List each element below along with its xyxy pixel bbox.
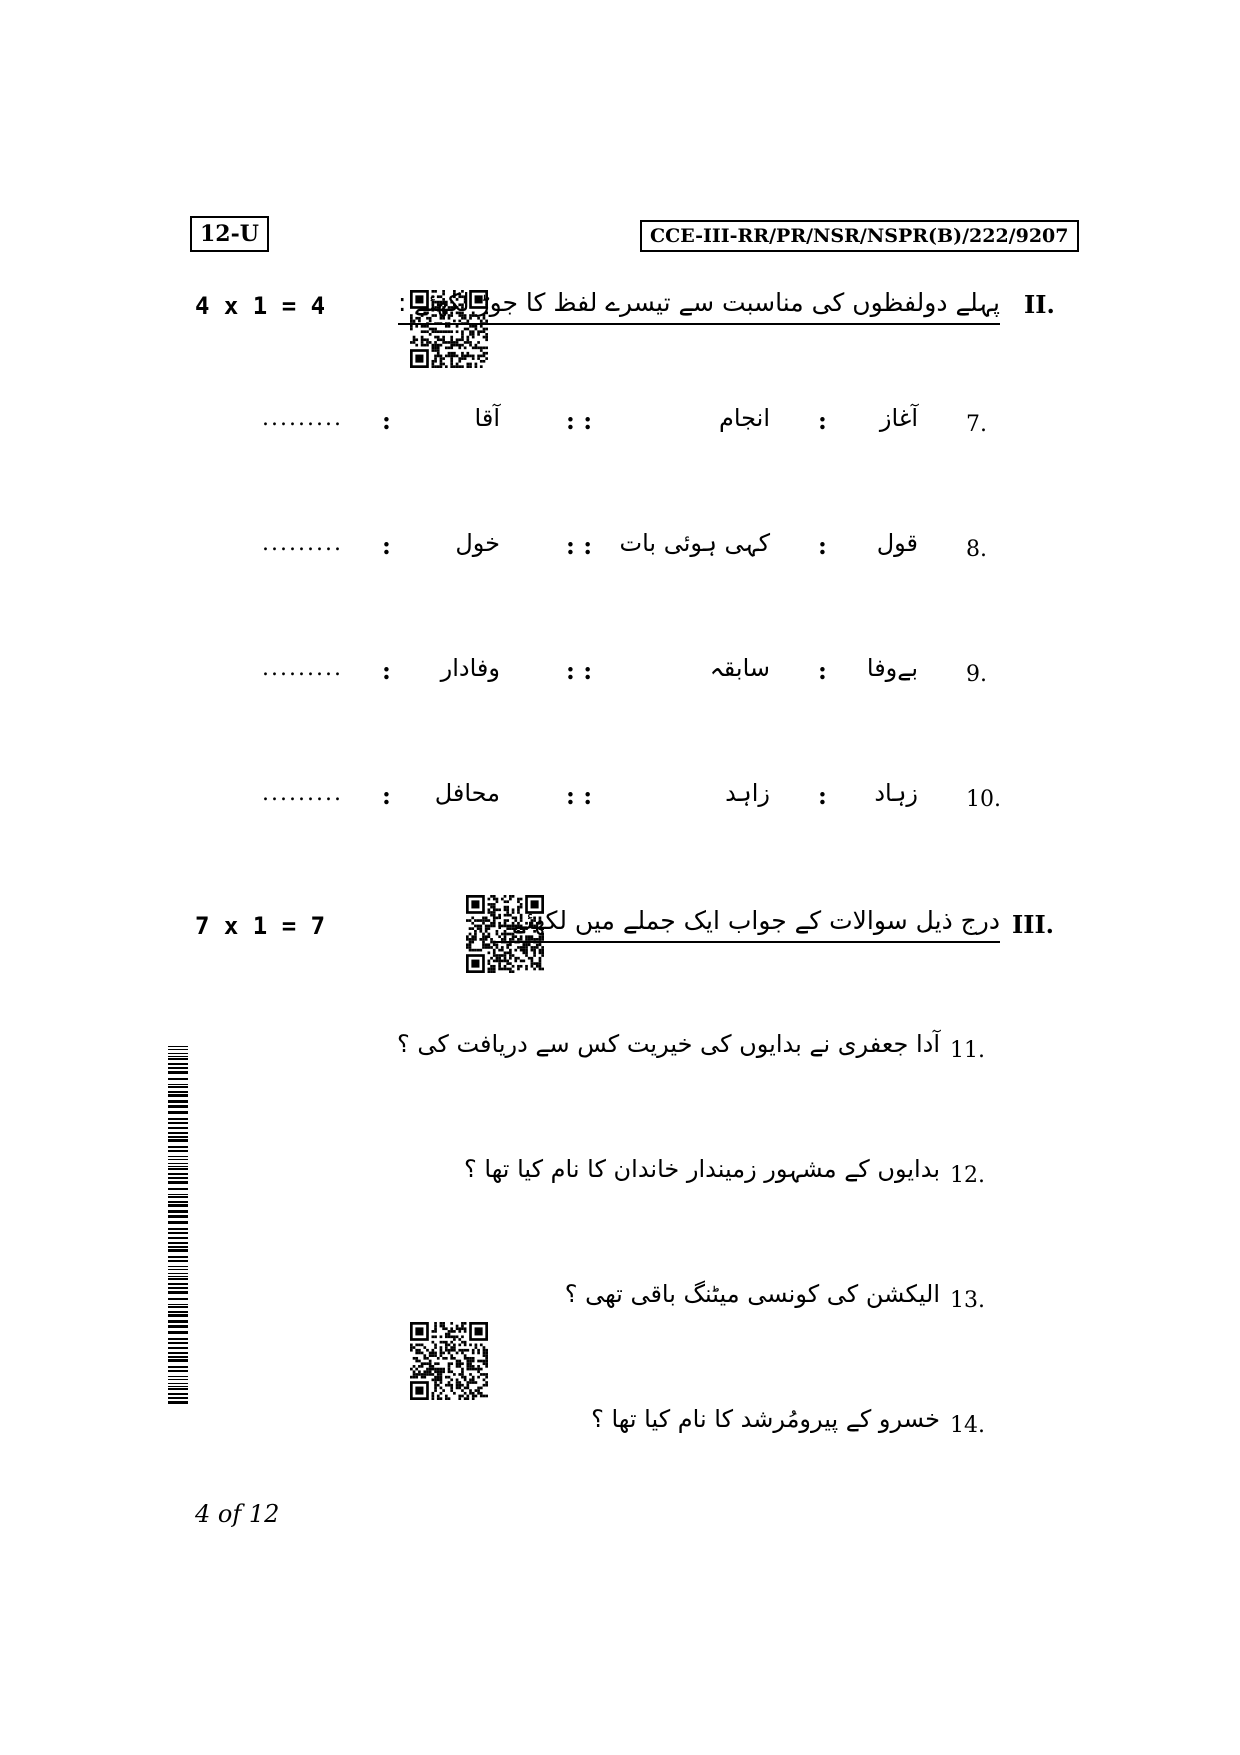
double-colon: : : (566, 656, 593, 685)
word-1: بےوفا (866, 654, 918, 682)
barcode-icon (168, 1046, 188, 1406)
question-number: 8. (966, 537, 987, 562)
answer-blank: ......... (262, 656, 343, 681)
double-colon: : : (566, 406, 593, 435)
word-3: وفادار (440, 654, 500, 682)
question-number: 12. (950, 1163, 985, 1188)
section-iii-numeral: III. (1012, 910, 1055, 939)
answer-blank: ......... (262, 406, 343, 431)
question-number: 11. (950, 1038, 985, 1063)
colon: : (818, 656, 827, 685)
word-3: خول (455, 529, 500, 557)
word-1: قول (876, 529, 918, 557)
word-3: آقا (474, 404, 500, 432)
question-text: بدایوں کے مشہور زمیندار خاندان کا نام کیا تھا ؟ (464, 1155, 940, 1183)
answer-blank: ......... (262, 781, 343, 806)
paper-code: CCE-III-RR/PR/NSR/NSPR(B)/222/9207 (640, 220, 1079, 252)
colon: : (818, 531, 827, 560)
section-iii-heading: درج ذیل سوالات کے جواب ایک جملے میں لکھئے : (495, 906, 1000, 943)
section-iii-marks: 7 x 1 = 7 (195, 912, 326, 940)
word-2: زاہد (725, 779, 770, 807)
colon: : (818, 781, 827, 810)
colon: : (382, 531, 391, 560)
question-number: 14. (950, 1413, 985, 1438)
question-number: 10. (966, 787, 1001, 812)
question-number: 13. (950, 1288, 985, 1313)
page-number: 4 of 12 (195, 1500, 280, 1528)
question-text: آدا جعفری نے بدایوں کی خیریت کس سے دریافت کی ؟ (397, 1030, 940, 1058)
question-text: الیکشن کی کونسی میٹنگ باقی تھی ؟ (564, 1280, 940, 1308)
colon: : (382, 406, 391, 435)
question-number: 9. (966, 662, 987, 687)
section-ii-numeral: II. (1024, 290, 1055, 319)
colon: : (382, 781, 391, 810)
double-colon: : : (566, 781, 593, 810)
word-1: زہاد (874, 779, 918, 807)
section-ii-marks: 4 x 1 = 4 (195, 292, 326, 320)
question-number: 7. (966, 412, 987, 437)
question-text: خسرو کے پیرومُرشد کا نام کیا تھا ؟ (591, 1405, 940, 1433)
colon: : (818, 406, 827, 435)
word-2: سابقہ (709, 654, 770, 682)
qr-code-icon (410, 1322, 488, 1400)
colon: : (382, 656, 391, 685)
subject-code: 12-U (190, 216, 269, 252)
double-colon: : : (566, 531, 593, 560)
section-ii-heading: پہلے دولفظوں کی مناسبت سے تیسرے لفظ کا جوڑ لکھئے : (398, 288, 1000, 325)
word-2: انجام (718, 404, 770, 432)
word-2: کہی ہوئی بات (619, 529, 770, 557)
answer-blank: ......... (262, 531, 343, 556)
word-3: محافل (434, 779, 500, 807)
word-1: آغاز (879, 404, 918, 432)
